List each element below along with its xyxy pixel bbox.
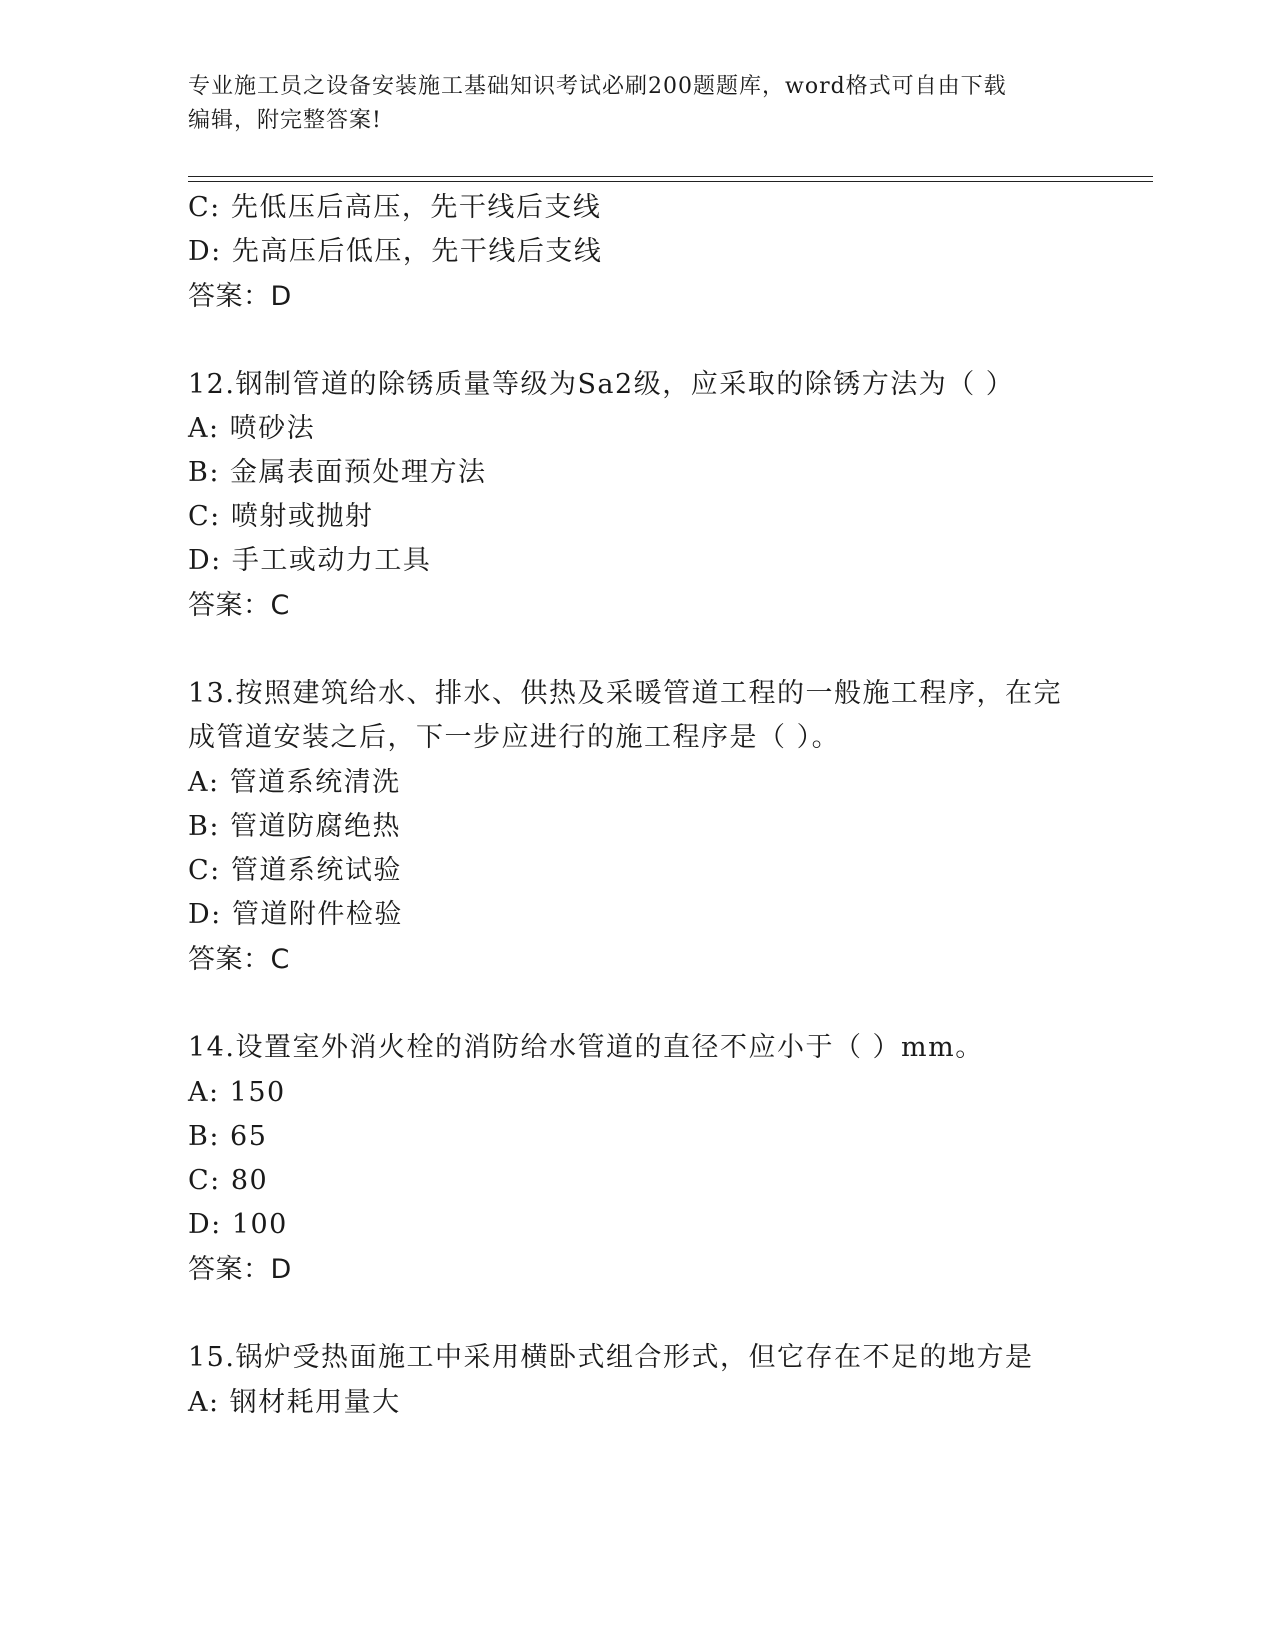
header-rule-top	[188, 176, 1153, 177]
option-b: B: 65	[188, 1121, 268, 1152]
option-d: D: 先高压后低压，先干线后支线	[188, 236, 603, 267]
option-a: A: 钢材耗用量大	[188, 1387, 401, 1418]
answer: 答案：C	[188, 590, 290, 621]
option-a: A: 150	[188, 1077, 286, 1108]
question-12: 12.钢制管道的除锈质量等级为Sa2级，应采取的除锈方法为（ ）	[188, 369, 1015, 400]
header-rule-bottom	[188, 181, 1153, 182]
header-line-2: 编辑，附完整答案!	[188, 108, 382, 133]
option-b: B: 管道防腐绝热	[188, 811, 402, 842]
answer: 答案：D	[188, 281, 292, 312]
question-15: 15.锅炉受热面施工中采用横卧式组合形式，但它存在不足的地方是	[188, 1342, 1034, 1373]
question-13-cont: 成管道安装之后，下一步应进行的施工程序是（ ）。	[188, 722, 841, 753]
option-d: D: 手工或动力工具	[188, 545, 432, 576]
option-d: D: 100	[188, 1209, 288, 1240]
question-13: 13.按照建筑给水、排水、供热及采暖管道工程的一般施工程序，在完	[188, 678, 1062, 709]
option-a: A: 喷砂法	[188, 413, 316, 444]
option-c: C: 80	[188, 1165, 269, 1196]
option-d: D: 管道附件检验	[188, 899, 403, 930]
option-c: C: 先低压后高压，先干线后支线	[188, 192, 602, 223]
option-c: C: 管道系统试验	[188, 855, 402, 886]
document-header	[188, 70, 1068, 138]
answer: 答案：C	[188, 944, 290, 975]
header-line-1: 专业施工员之设备安装施工基础知识考试必刷200题题库，word格式可自由下载	[188, 74, 1007, 99]
option-b: B: 金属表面预处理方法	[188, 457, 487, 488]
question-14: 14.设置室外消火栓的消防给水管道的直径不应小于（ ）mm。	[188, 1032, 984, 1063]
option-c: C: 喷射或抛射	[188, 501, 374, 532]
option-a: A: 管道系统清洗	[188, 767, 401, 798]
answer: 答案：D	[188, 1254, 292, 1285]
